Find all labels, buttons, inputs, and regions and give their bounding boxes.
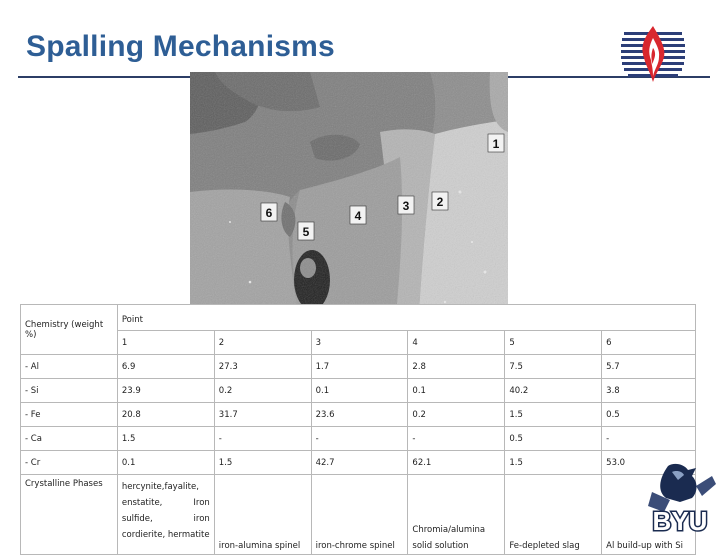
point-label-2: 2 bbox=[436, 195, 444, 209]
table-cell: 2.8 bbox=[408, 355, 505, 379]
point-marker-3 bbox=[398, 196, 414, 214]
table-cell: 1.5 bbox=[505, 451, 602, 475]
point-marker-2 bbox=[432, 192, 448, 210]
table-cell: 0.2 bbox=[408, 403, 505, 427]
table-cell: 5.7 bbox=[602, 355, 696, 379]
table-row bbox=[21, 355, 696, 379]
table-row bbox=[21, 451, 696, 475]
point-col-2: 2 bbox=[214, 331, 311, 355]
row-label-phases: Crystalline Phases bbox=[21, 475, 118, 555]
table-row bbox=[21, 379, 696, 403]
row-label-ca: - Ca bbox=[21, 427, 118, 451]
table-row bbox=[21, 427, 696, 451]
table-cell: 1.5 bbox=[117, 427, 214, 451]
table-cell: - bbox=[214, 427, 311, 451]
byu-logo bbox=[640, 462, 720, 540]
table-cell: - bbox=[311, 427, 408, 451]
table-cell: 53.0 bbox=[602, 451, 696, 475]
row-label-si: - Si bbox=[21, 379, 118, 403]
phase-cell: iron-chrome spinel bbox=[311, 475, 408, 555]
table-cell: 20.8 bbox=[117, 403, 214, 427]
phase-cell: Chromia/alumina solid solution bbox=[408, 475, 505, 555]
point-label-5: 5 bbox=[302, 225, 310, 239]
table-cell: 0.5 bbox=[602, 403, 696, 427]
table-cell: 3.8 bbox=[602, 379, 696, 403]
phase-cell: iron-alumina spinel bbox=[214, 475, 311, 555]
row-label-cr: - Cr bbox=[21, 451, 118, 475]
point-label-6: 6 bbox=[265, 206, 273, 220]
phase-cell: Fe-depleted slag bbox=[505, 475, 602, 555]
table-cell: - bbox=[602, 427, 696, 451]
sem-micrograph bbox=[190, 72, 508, 326]
table-cell: 23.6 bbox=[311, 403, 408, 427]
table-cell: 1.5 bbox=[505, 403, 602, 427]
phase-cell: Al build-up with Si bbox=[602, 475, 696, 555]
table-row bbox=[21, 475, 696, 555]
table-cell: 0.1 bbox=[117, 451, 214, 475]
point-label-4: 4 bbox=[354, 209, 362, 223]
table-cell: - bbox=[408, 427, 505, 451]
phase-cell: hercynite,fayalite, enstatite, Iron sulfide, iron cordierite, hermatite bbox=[117, 475, 214, 555]
table-cell: 62.1 bbox=[408, 451, 505, 475]
table-cell: 27.3 bbox=[214, 355, 311, 379]
table-cell: 0.5 bbox=[505, 427, 602, 451]
table-cell: 42.7 bbox=[311, 451, 408, 475]
point-marker-1 bbox=[488, 134, 504, 152]
slide-title: Spalling Mechanisms bbox=[26, 30, 335, 63]
table-cell: 1.5 bbox=[214, 451, 311, 475]
point-label-3: 3 bbox=[402, 199, 410, 213]
table-cell: 40.2 bbox=[505, 379, 602, 403]
chemistry-header: Chemistry (weight %) bbox=[21, 305, 118, 355]
table-cell: 31.7 bbox=[214, 403, 311, 427]
row-label-al: - Al bbox=[21, 355, 118, 379]
point-heading: Point bbox=[117, 305, 695, 331]
point-marker-5 bbox=[298, 222, 314, 240]
point-col-6: 6 bbox=[602, 331, 696, 355]
table-cell: 6.9 bbox=[117, 355, 214, 379]
row-label-fe: - Fe bbox=[21, 403, 118, 427]
point-col-5: 5 bbox=[505, 331, 602, 355]
point-col-4: 4 bbox=[408, 331, 505, 355]
point-label-1: 1 bbox=[492, 137, 500, 151]
table-cell: 23.9 bbox=[117, 379, 214, 403]
table-cell: 0.2 bbox=[214, 379, 311, 403]
point-col-3: 3 bbox=[311, 331, 408, 355]
table-cell: 0.1 bbox=[408, 379, 505, 403]
table-cell: 0.1 bbox=[311, 379, 408, 403]
point-marker-6 bbox=[261, 203, 277, 221]
flame-logo-icon bbox=[618, 24, 688, 84]
table-cell: 1.7 bbox=[311, 355, 408, 379]
point-marker-4 bbox=[350, 206, 366, 224]
point-col-1: 1 bbox=[117, 331, 214, 355]
byu-logo-text: BYU bbox=[652, 506, 708, 536]
title-rule-left bbox=[18, 76, 190, 78]
chemistry-table bbox=[20, 304, 696, 555]
table-row bbox=[21, 403, 696, 427]
table-cell: 7.5 bbox=[505, 355, 602, 379]
